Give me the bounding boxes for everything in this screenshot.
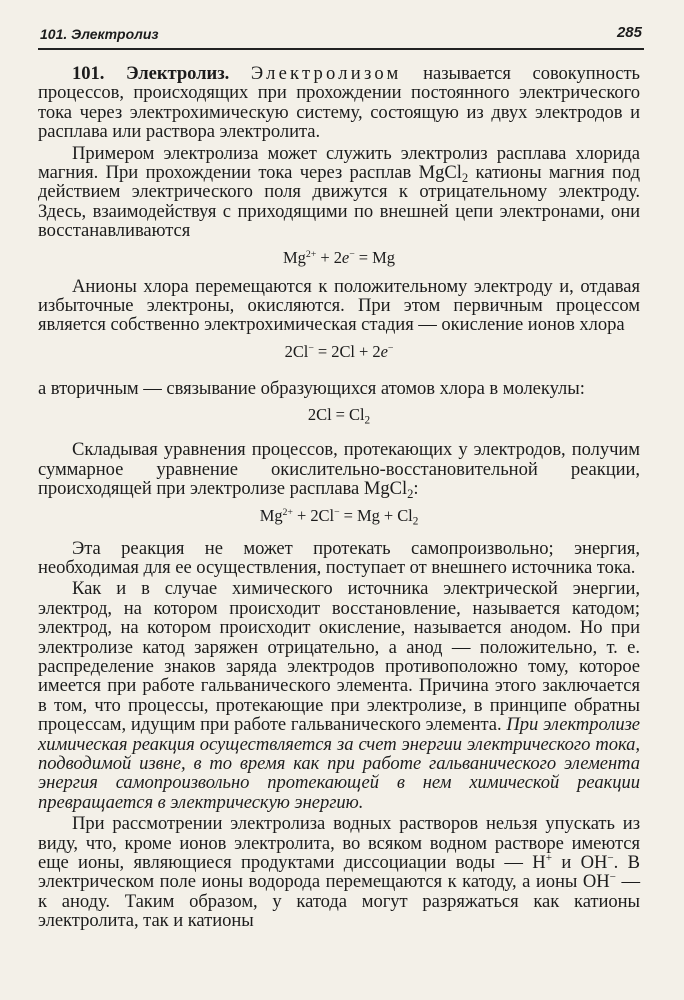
paragraph-text: называется совокупность процессов, происходящих при прохождении постоянного электрического тока через электрохимическую систему, состоящую из двух электродов и расплава или раствора электролита. bbox=[38, 63, 640, 143]
equation-overall: $Mg^{2+} + 2Cl^- = Mg + Cl_2$ bbox=[259, 505, 419, 528]
paragraph-text: Анионы хлора перемещаются к положительному электроду и, отдавая избыточные электроны, окисляются. При этом первичным процессом является собственно электрохимическая стадия — окисление ионов хлора bbox=[38, 275, 640, 336]
paragraph-text: Складывая уравнения процессов, протекающих у электродов, получим суммарное уравнение окислительно-восстановительной реакции, происходящей при электролизе расплава bbox=[38, 439, 640, 500]
page-number: 285 bbox=[616, 24, 642, 41]
paragraph-text: а вторичным — связывание образующихся атомов хлора в молекулы: bbox=[38, 377, 585, 399]
equation-chlorine: $2Cl = Cl_2$ bbox=[307, 405, 371, 427]
paragraph-aqueous: При рассмотрении электролиза водных растворов нельзя упускать из виду, что, кроме ионов электролита, во всяком водном растворе имеются еще ионы, являющиеся продуктами диссоциации воды — H+ и OH−. В электрическом поле ионы водорода перемещаются к катоду, а ионы OH− — к аноду. Таким образом, у катода могут разряжаться как катионы электролита, так и катионы bbox=[38, 813, 640, 932]
header-section-title: 101. Электролиз bbox=[40, 26, 159, 42]
paragraph-energy bbox=[38, 539, 640, 578]
paragraph-text: Эта реакция не может протекать самопроизвольно; энергия, необходимая для ее осуществления, поступает от внешнего источника тока. bbox=[38, 537, 640, 578]
paragraph-secondary bbox=[38, 379, 640, 398]
formula-mgcl2: MgCl$_2$ bbox=[363, 478, 414, 502]
paragraph-anode bbox=[38, 277, 640, 335]
formula-oh-minus: OH− bbox=[582, 871, 616, 893]
section-heading: 101. Электролиз. bbox=[72, 63, 230, 84]
paragraph-example bbox=[38, 144, 640, 241]
paragraph-definition bbox=[38, 64, 640, 142]
formula-oh-minus: OH− bbox=[580, 852, 614, 873]
defined-term: Электролизом bbox=[250, 63, 402, 84]
paragraph-electrodes bbox=[38, 579, 640, 812]
paragraph-summary: Складывая уравнения процессов, протекающих у электродов, получим суммарное уравнение окислительно-восстановительной реакции, происходящей при электролизе расплава MgCl$_2$: bbox=[38, 439, 640, 502]
equation-cathode: $Mg^{2+} + 2e^- = Mg$ bbox=[283, 247, 395, 267]
running-header bbox=[38, 20, 644, 50]
equation-anode: 2Cl− = 2Cl + 2e− bbox=[284, 341, 394, 361]
paragraph-text: Как и в случае химического источника электрической энергии, электрод, на котором происходит восстановление, называется катодом; электрод, на котором происходит окисление, называется анодом. Но при электролизе катод заряжен отрицательно, а анод — положительно, т. е. распределение знаков заряда электродов противоположно тому, которое имеется при работе гальванического элемента. Причина этого заключается в том, что процессы, протекающие при электролизе, в принципе обратны процессам, идущим при работе гальванического элемента. bbox=[38, 578, 640, 736]
paragraph-text: катионы магния под действием электрического поля движутся к отрицательному электроду. Здесь, взаимодействуя с приходящими по внешней цепи электронами, они восстанавливаются bbox=[38, 162, 640, 242]
formula-h-plus: H+ bbox=[532, 852, 552, 873]
italic-statement: При электролизе химическая реакция осуществляется за счет энергии электрического тока, подводимой извне, в то время как при работе гальванического элемента энергия самопроизвольно протекающей в нем химической реакции превращается в электрическую энергию. bbox=[38, 714, 641, 813]
formula-mgcl2: MgCl$_2$ bbox=[418, 162, 469, 186]
page-body bbox=[38, 64, 640, 931]
paragraph-text: Примером электролиза может служить электролиз расплава хлорида магния. При прохождении тока через расплав bbox=[38, 142, 640, 184]
